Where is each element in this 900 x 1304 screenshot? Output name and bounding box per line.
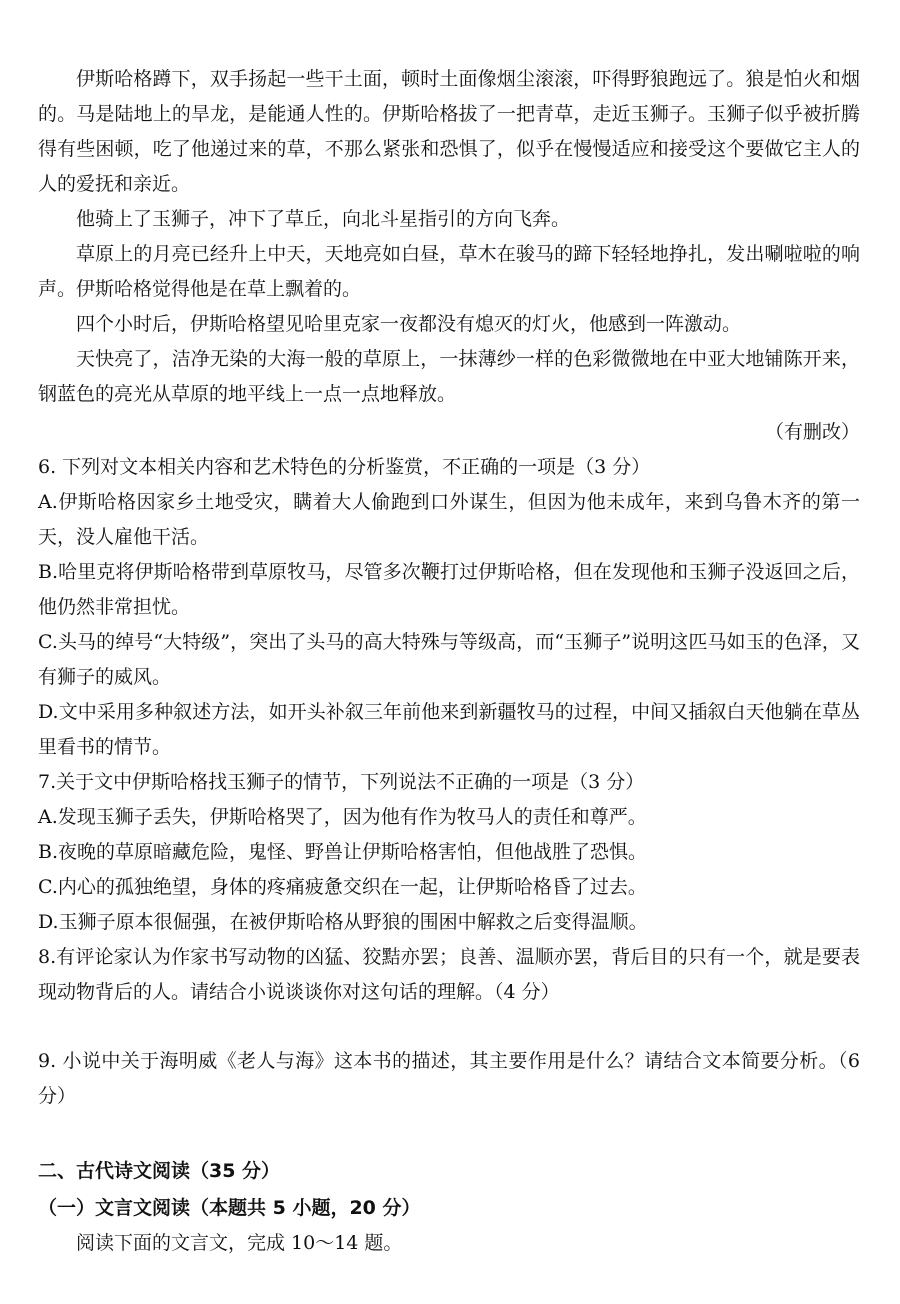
subsection-title: （一）文言文阅读（本题共 5 小题，20 分） [38, 1197, 421, 1219]
question-9 [38, 1044, 860, 1114]
option-c: C.内心的孤独绝望，身体的疼痛疲惫交织在一起，让伊斯哈格昏了过去。 [38, 876, 647, 898]
passage-paragraph: 他骑上了玉狮子，冲下了草丘，向北斗星指引的方向飞奔。 [76, 208, 571, 230]
option-d: D.文中采用多种叙述方法，如开头补叙三年前他来到新疆牧马的过程，中间又插叙白天他躺在草丛里看书的情节。 [38, 701, 860, 758]
section-2 [38, 1154, 860, 1261]
section-title: 二、古代诗文阅读（35 分） [38, 1160, 281, 1182]
question-7 [38, 765, 860, 940]
question-stem: 6. 下列对文本相关内容和艺术特色的分析鉴赏，不正确的一项是（3 分） [38, 456, 651, 478]
option-b: B.夜晚的草原暗藏危险，鬼怪、野兽让伊斯哈格害怕，但他战胜了恐惧。 [38, 841, 648, 863]
question-stem: 9. 小说中关于海明威《老人与海》这本书的描述，其主要作用是什么？请结合文本简要分析。（6 分） [38, 1050, 860, 1107]
passage-paragraph: 草原上的月亮已经升上中天，天地亮如白昼，草木在骏马的蹄下轻轻地挣扎，发出唰啦啦的响声。伊斯哈格觉得他是在草上飘着的。 [38, 243, 860, 300]
question-stem: 8.有评论家认为作家书写动物的凶猛、狡黠亦罢；良善、温顺亦罢，背后目的只有一个，就是要表现动物背后的人。请结合小说谈谈你对这句话的理解。（4 分） [38, 946, 860, 1003]
question-stem: 7.关于文中伊斯哈格找玉狮子的情节，下列说法不正确的一项是（3 分） [38, 771, 645, 793]
passage-paragraph: 天快亮了，洁净无染的大海一般的草原上，一抹薄纱一样的色彩微微地在中亚大地铺陈开来，钢蓝色的亮光从草原的地平线上一点一点地释放。 [38, 348, 860, 405]
source-note: （有删改） [764, 421, 860, 443]
option-d: D.玉狮子原本很倔强，在被伊斯哈格从野狼的围困中解救之后变得温顺。 [38, 911, 648, 933]
question-8 [38, 940, 860, 1010]
option-c: C.头马的绰号“大特级”，突出了头马的高大特殊与等级高，而“玉狮子”说明这匹马如玉的色泽，又有狮子的威风。 [38, 631, 860, 688]
question-6 [38, 450, 860, 765]
option-b: B.哈里克将伊斯哈格带到草原牧马，尽管多次鞭打过伊斯哈格，但在发现他和玉狮子没返回之后，他仍然非常担忧。 [38, 561, 860, 618]
passage-paragraph: 四个小时后，伊斯哈格望见哈里克家一夜都没有熄灭的灯火，他感到一阵激动。 [76, 313, 742, 335]
passage-paragraph: 伊斯哈格蹲下，双手扬起一些干土面，顿时土面像烟尘滚滚，吓得野狼跑远了。狼是怕火和烟的。马是陆地上的旱龙，是能通人性的。伊斯哈格拔了一把青草，走近玉狮子。玉狮子似乎被折腾得有些困顿，吃了他递过来的草，不那么紧张和恐惧了，似乎在慢慢适应和接受这个要做它主人的人的爱抚和亲近。 [38, 68, 860, 195]
section-instruction: 阅读下面的文言文，完成 10～14 题。 [76, 1232, 403, 1254]
option-a: A.发现玉狮子丢失，伊斯哈格哭了，因为他有作为牧马人的责任和尊严。 [38, 806, 647, 828]
passage [38, 62, 860, 450]
option-a: A.伊斯哈格因家乡土地受灾，瞒着大人偷跑到口外谋生，但因为他未成年，来到乌鲁木齐的第一天，没人雇他干活。 [38, 491, 860, 548]
